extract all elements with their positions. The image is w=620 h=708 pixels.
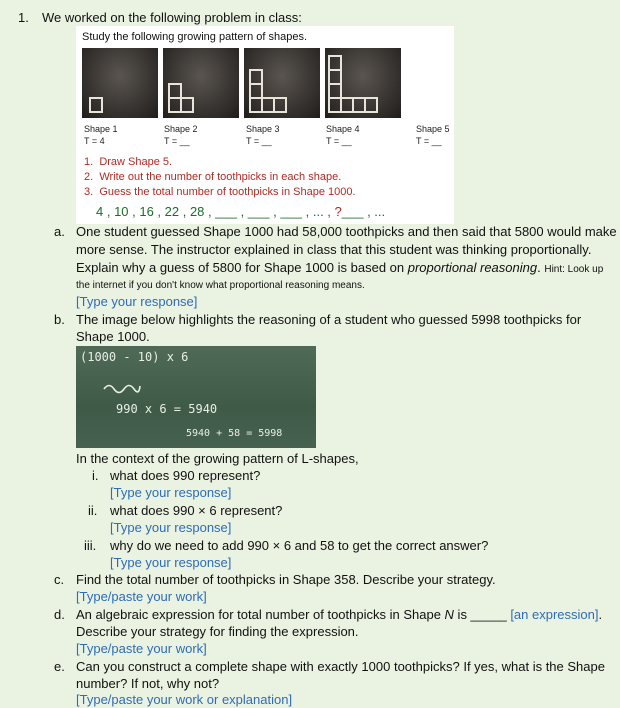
task-1: 1. Draw Shape 5.	[84, 156, 173, 168]
part-b-i-response[interactable]: [Type your response]	[110, 485, 232, 500]
part-b-ii-label: ii.	[88, 503, 98, 518]
shape-4-count: T = __	[326, 136, 352, 146]
chalk-line-1: (1000 - 10) x 6	[80, 350, 189, 364]
part-e-letter: e.	[54, 659, 65, 674]
sequence: 4 , 10 , 16 , 22 , 28 , ___ , ___ , ___ , ... , ?___ , ...	[96, 204, 386, 219]
shape-2-label: Shape 2	[164, 124, 198, 134]
part-d-line-2: Describe your strategy for finding the expression.	[76, 624, 359, 639]
shape-3-count: T = __	[246, 136, 272, 146]
part-b-line-1: The image below highlights the reasoning of a student who guessed 5998 toothpicks for	[76, 312, 582, 327]
inset-heading: Study the following growing pattern of shapes.	[82, 31, 308, 43]
shape-1-count: T = 4	[84, 136, 105, 146]
part-b-letter: b.	[54, 312, 65, 327]
problem-inset	[76, 26, 454, 224]
part-e-response[interactable]: [Type/paste your work or explanation]	[76, 692, 293, 707]
part-b-context: In the context of the growing pattern of L-shapes,	[76, 451, 359, 466]
part-b-i-label: i.	[92, 468, 99, 483]
shape-3-photo	[244, 48, 320, 118]
part-b-line-2: Shape 1000.	[76, 329, 150, 344]
part-b-iii-label: iii.	[84, 538, 97, 553]
shape-4-label: Shape 4	[326, 124, 360, 134]
part-b-iii-text: why do we need to add 990 × 6 and 58 to get the correct answer?	[110, 538, 489, 553]
part-d-response[interactable]: [Type/paste your work]	[76, 641, 207, 656]
part-a-line-1: One student guessed Shape 1000 had 58,000 toothpicks and then said that 5800 would make	[76, 224, 617, 239]
shape-2-photo	[163, 48, 239, 118]
task-2: 2. Write out the number of toothpicks in each shape.	[84, 171, 342, 183]
part-a-line-3: Explain why a guess of 5800 for Shape 1000 is based on proportional reasoning. Hint: Look up	[76, 260, 604, 275]
part-e-line-1: Can you construct a complete shape with exactly 1000 toothpicks? If yes, what is the Shape	[76, 659, 605, 674]
shape-1-label: Shape 1	[84, 124, 118, 134]
part-d-line-1: An algebraic expression for total number of toothpicks in Shape N is _____ [an expression].	[76, 607, 603, 622]
shape-5-label: Shape 5	[416, 124, 450, 134]
chalk-line-2: 990 x 6 = 5940	[116, 402, 218, 416]
part-a-response[interactable]: [Type your response]	[76, 294, 198, 309]
chalk-line-3: 5940 + 58 = 5998	[186, 428, 283, 439]
shape-2-count: T = __	[164, 136, 190, 146]
question-number: 1.	[18, 10, 29, 25]
part-a-line-4: the internet if you don't know what proportional reasoning means.	[76, 280, 365, 291]
part-d-letter: d.	[54, 607, 65, 622]
part-c-line-1: Find the total number of toothpicks in Shape 358. Describe your strategy.	[76, 572, 496, 587]
part-c-letter: c.	[54, 572, 65, 587]
question-intro: We worked on the following problem in class:	[42, 10, 302, 25]
chalk-squiggle-icon	[102, 380, 142, 394]
part-b-ii-text: what does 990 × 6 represent?	[110, 503, 283, 518]
shape-5-count: T = __	[416, 136, 442, 146]
part-c-response[interactable]: [Type/paste your work]	[76, 589, 207, 604]
part-a-letter: a.	[54, 224, 65, 239]
part-a-line-2: more sense. The instructor explained in class that this student was thinking proportionally.	[76, 242, 592, 257]
expression-field[interactable]: [an expression]	[510, 607, 599, 622]
part-e-line-2: number? If not, why not?	[76, 676, 220, 691]
part-b-iii-response[interactable]: [Type your response]	[110, 555, 232, 570]
task-3: 3. Guess the total number of toothpicks in Shape 1000.	[84, 186, 356, 198]
chalkboard-image	[76, 346, 316, 448]
shape-4-photo	[325, 48, 401, 118]
shape-3-label: Shape 3	[246, 124, 280, 134]
part-b-ii-response[interactable]: [Type your response]	[110, 520, 232, 535]
shape-1-photo	[82, 48, 158, 118]
part-b-i-text: what does 990 represent?	[110, 468, 261, 483]
